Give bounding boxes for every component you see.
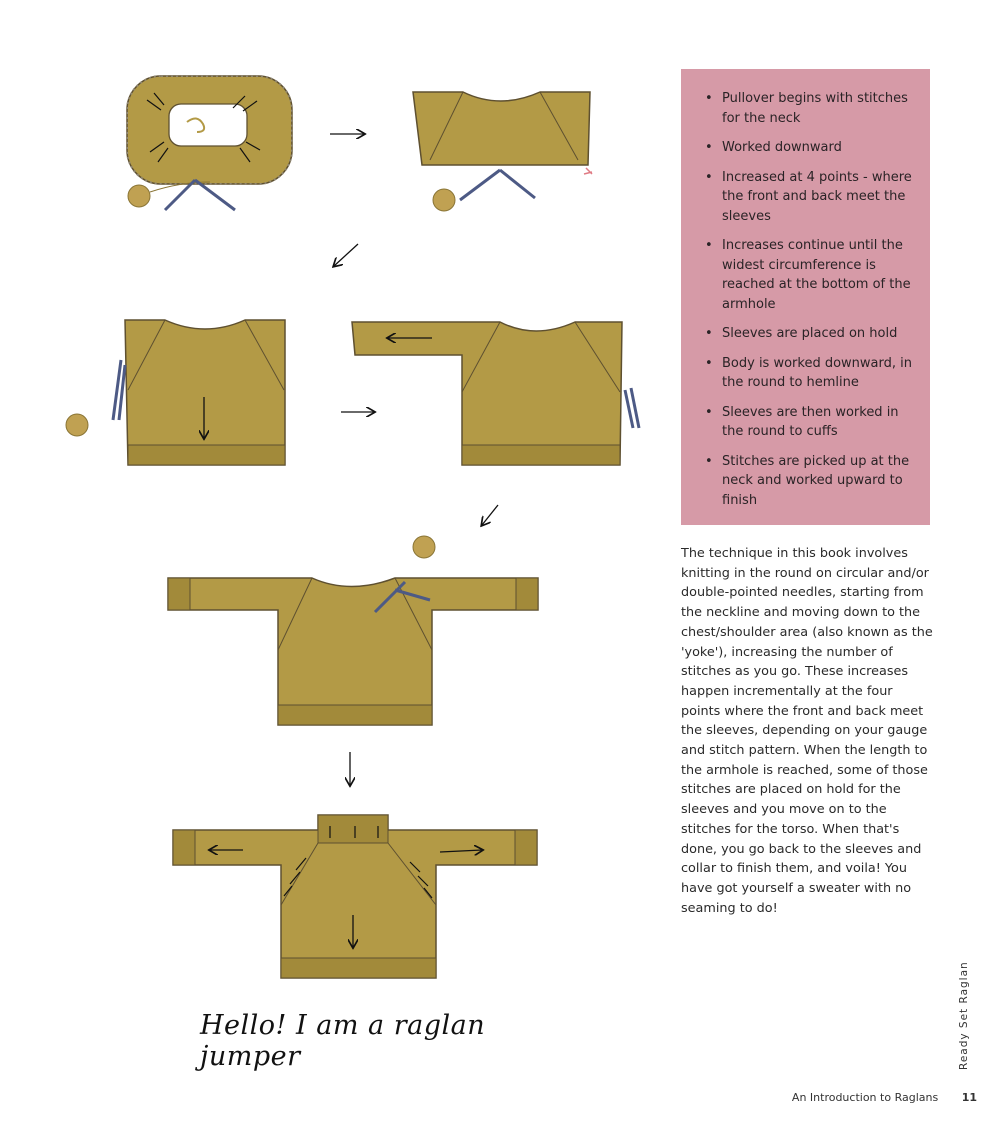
body-paragraph: The technique in this book involves knitting in the round on circular and/or double-pointed needles, starting from the neckline and moving down to the chest/shoulder area (also known as the 'yoke'), increasing the number of stitches as you go. These increases happen incrementally at the four points where the front and back meet the sleeves, depending on your gauge and stitch pattern. When the length to the armhole is reached, some of those stitches are placed on hold for the sleeves and you move on to the stitches for the torso. When that's done, you go back to the sleeves and collar to finish them, and voila! You have got yourself a sweater with no seaming to do! — [681, 546, 933, 916]
summary-item: • Increased at 4 points - where the front and back meet the sleeves — [705, 168, 920, 227]
summary-list — [705, 89, 920, 510]
step5-jumper-cuffs-finished — [168, 536, 538, 725]
summary-item: • Stitches are picked up at the neck and worked upward to finish — [705, 452, 920, 511]
summary-item: • Sleeves are then worked in the round to cuffs — [705, 403, 920, 442]
step1-neck-yoke — [127, 76, 292, 210]
handwritten-caption: Hello! I am a raglan jumper — [200, 1010, 486, 1072]
step2-yoke-worked-downward — [413, 92, 592, 211]
summary-callout — [681, 69, 930, 525]
flow-arrow-2 — [334, 244, 358, 266]
step3-body-worked-down — [66, 320, 285, 465]
summary-item: • Increases continue until the widest circumference is reached at the bottom of the armhole — [705, 236, 920, 314]
running-title: Ready Set Raglan — [958, 961, 970, 1070]
summary-item: • Sleeves are placed on hold — [705, 324, 920, 344]
flow-arrow-4 — [482, 505, 498, 525]
step6-finished-raglan-jumper — [173, 815, 537, 978]
page-footer — [792, 1091, 977, 1104]
step4-sleeves-worked — [352, 322, 639, 465]
summary-item: • Worked downward — [705, 138, 920, 158]
footer-section-title: An Introduction to Raglans — [791, 1091, 939, 1104]
summary-item: • Pullover begins with stitches for the neck — [705, 89, 920, 128]
summary-item: • Body is worked downward, in the round to hemline — [705, 354, 920, 393]
page-number: 11 — [961, 1091, 977, 1104]
